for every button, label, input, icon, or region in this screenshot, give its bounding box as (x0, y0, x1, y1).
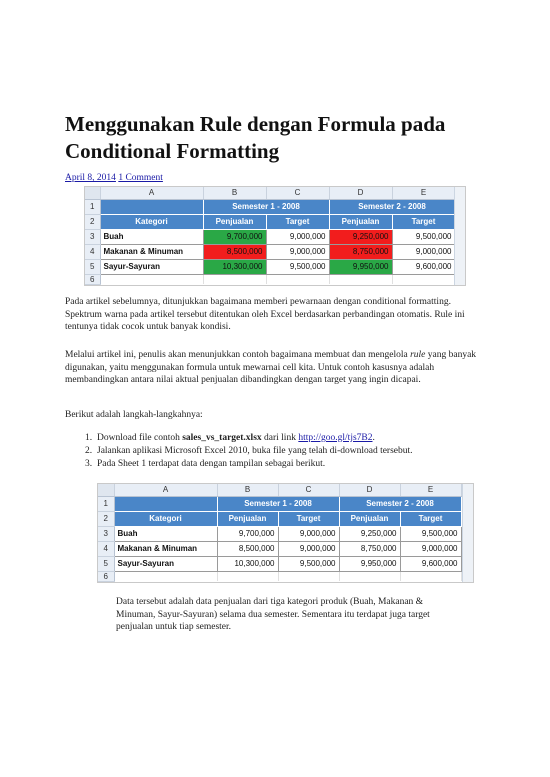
article-meta (65, 172, 163, 184)
step-number: 2. (85, 445, 93, 456)
cell-a1[interactable] (100, 199, 203, 214)
empty-cell[interactable] (100, 274, 203, 284)
category-cell[interactable]: Sayur-Sayuran (114, 556, 217, 571)
empty-cell[interactable] (392, 274, 455, 284)
category-cell[interactable]: Buah (100, 229, 203, 244)
penjualan-header[interactable]: Penjualan (339, 511, 400, 526)
category-cell[interactable]: Makanan & Minuman (114, 541, 217, 556)
col-header-e[interactable]: E (392, 187, 455, 199)
penjualan-header[interactable]: Penjualan (203, 214, 266, 229)
penjualan-header[interactable]: Penjualan (329, 214, 392, 229)
step-number: 1. (85, 433, 93, 443)
sales-cell-below-target[interactable]: 8,500,000 (203, 244, 266, 259)
row-header[interactable]: 4 (98, 541, 114, 556)
empty-cell[interactable] (339, 571, 400, 581)
target-cell[interactable]: 9,000,000 (278, 541, 339, 556)
sales-cell[interactable]: 9,700,000 (217, 526, 278, 541)
target-cell[interactable]: 9,500,000 (392, 229, 455, 244)
steps-list (65, 432, 505, 470)
comments-link[interactable]: 1 Comment (118, 173, 163, 183)
row-header[interactable]: 3 (85, 229, 100, 244)
row-header[interactable]: 5 (85, 259, 100, 274)
target-header[interactable]: Target (278, 511, 339, 526)
cell-a1[interactable] (114, 496, 217, 511)
col-header-a[interactable]: A (114, 484, 217, 496)
col-header-c[interactable]: C (278, 484, 339, 496)
target-header[interactable]: Target (400, 511, 461, 526)
semester-2-header[interactable]: Semester 2 - 2008 (339, 496, 461, 511)
row-header[interactable]: 2 (98, 511, 114, 526)
sales-cell-above-target[interactable]: 10,300,000 (203, 259, 266, 274)
date-link[interactable]: April 8, 2014 (65, 173, 116, 183)
article-title: Menggunakan Rule dengan Formula pada Conditional Formatting (65, 112, 446, 163)
row-header[interactable]: 4 (85, 244, 100, 259)
semester-2-header[interactable]: Semester 2 - 2008 (329, 199, 455, 214)
step-item (65, 432, 505, 445)
sheet-corner[interactable] (98, 484, 114, 496)
target-cell[interactable]: 9,500,000 (400, 526, 461, 541)
step-text: Jalankan aplikasi Microsoft Excel 2010, buka file yang telah di-download tersebut. (97, 445, 413, 456)
spreadsheet-formatted (84, 186, 466, 286)
kategori-header[interactable]: Kategori (100, 214, 203, 229)
sales-cell[interactable]: 9,950,000 (339, 556, 400, 571)
semester-1-header[interactable]: Semester 1 - 2008 (217, 496, 339, 511)
step-number: 3. (85, 458, 93, 469)
target-cell[interactable]: 9,500,000 (266, 259, 329, 274)
semester-1-header[interactable]: Semester 1 - 2008 (203, 199, 329, 214)
paragraph-method (65, 349, 485, 387)
row-header[interactable]: 6 (98, 571, 114, 581)
download-link[interactable]: http://goo.gl/tjs7B2 (298, 433, 373, 443)
sales-cell-below-target[interactable]: 8,750,000 (329, 244, 392, 259)
col-header-c[interactable]: C (266, 187, 329, 199)
empty-cell[interactable] (203, 274, 266, 284)
vertical-scrollbar[interactable] (462, 484, 473, 582)
spreadsheet-plain (97, 483, 474, 583)
col-header-b[interactable]: B (203, 187, 266, 199)
row-header[interactable]: 1 (85, 199, 100, 214)
row-header[interactable]: 3 (98, 526, 114, 541)
target-cell[interactable]: 9,000,000 (266, 229, 329, 244)
col-header-d[interactable]: D (329, 187, 392, 199)
step-text: Pada Sheet 1 terdapat data dengan tampilan sebagai berikut. (97, 458, 326, 469)
category-cell[interactable]: Sayur-Sayuran (100, 259, 203, 274)
target-cell[interactable]: 9,500,000 (278, 556, 339, 571)
kategori-header[interactable]: Kategori (114, 511, 217, 526)
file-name: sales_vs_target.xlsx (182, 433, 262, 443)
empty-cell[interactable] (217, 571, 278, 581)
target-cell[interactable]: 9,000,000 (392, 244, 455, 259)
step-item (65, 458, 505, 471)
paragraph-intro: Pada artikel sebelumnya, ditunjukkan bagaimana memberi pewarnaan dengan conditional formatting. Spektrum warna pada artikel tersebut ditentukan oleh Excel berdasarkan perbandingan otomatis. Rule ini tentunya tidak cocok untuk banyak kondisi. (65, 297, 465, 333)
sheet-corner[interactable] (85, 187, 100, 199)
row-header[interactable]: 5 (98, 556, 114, 571)
col-header-e[interactable]: E (400, 484, 461, 496)
target-cell[interactable]: 9,000,000 (266, 244, 329, 259)
col-header-b[interactable]: B (217, 484, 278, 496)
target-cell[interactable]: 9,600,000 (400, 556, 461, 571)
target-header[interactable]: Target (266, 214, 329, 229)
sales-cell[interactable]: 8,500,000 (217, 541, 278, 556)
row-header[interactable]: 2 (85, 214, 100, 229)
empty-cell[interactable] (114, 571, 217, 581)
empty-cell[interactable] (278, 571, 339, 581)
empty-cell[interactable] (329, 274, 392, 284)
penjualan-header[interactable]: Penjualan (217, 511, 278, 526)
target-cell[interactable]: 9,600,000 (392, 259, 455, 274)
paragraph-steps-intro: Berikut adalah langkah-langkahnya: (65, 410, 203, 420)
vertical-scrollbar[interactable] (454, 187, 465, 285)
col-header-d[interactable]: D (339, 484, 400, 496)
step-item (65, 445, 505, 458)
target-cell[interactable]: 9,000,000 (278, 526, 339, 541)
step-text: dari link (261, 433, 299, 443)
sales-cell-above-target[interactable]: 9,700,000 (203, 229, 266, 244)
rule-term: rule (410, 350, 426, 360)
target-cell[interactable]: 9,000,000 (400, 541, 461, 556)
paragraph-data-description: Data tersebut adalah data penjualan dari tiga kategori produk (Buah, Makanan & Minuman, Sayur-Sayuran) selama dua semester. Sementara itu terdapat juga target penjualan untuk tiap semester. (116, 597, 430, 633)
empty-cell[interactable] (400, 571, 461, 581)
paragraph-text: yang banyak digunakan, yaitu menggunakan formula untuk mewarnai cell kita. Untuk contoh kasusnya adalah membandingkan antara nilai aktual penjualan dibandingkan dengan target yang ingin dicapai. (65, 350, 477, 386)
sales-cell-above-target[interactable]: 9,950,000 (329, 259, 392, 274)
row-header[interactable]: 1 (98, 496, 114, 511)
sales-cell[interactable]: 8,750,000 (339, 541, 400, 556)
sales-cell-below-target[interactable]: 9,250,000 (329, 229, 392, 244)
paragraph-text: Melalui artikel ini, penulis akan menunjukkan contoh bagaimana membuat dan mengelola (65, 350, 411, 360)
category-cell[interactable]: Buah (114, 526, 217, 541)
sales-cell[interactable]: 10,300,000 (217, 556, 278, 571)
step-text: . (372, 433, 375, 443)
col-header-a[interactable]: A (100, 187, 203, 199)
empty-cell[interactable] (266, 274, 329, 284)
row-header[interactable]: 6 (85, 274, 100, 284)
sales-cell[interactable]: 9,250,000 (339, 526, 400, 541)
category-cell[interactable]: Makanan & Minuman (100, 244, 203, 259)
target-header[interactable]: Target (392, 214, 455, 229)
step-text: Download file contoh (97, 433, 183, 443)
